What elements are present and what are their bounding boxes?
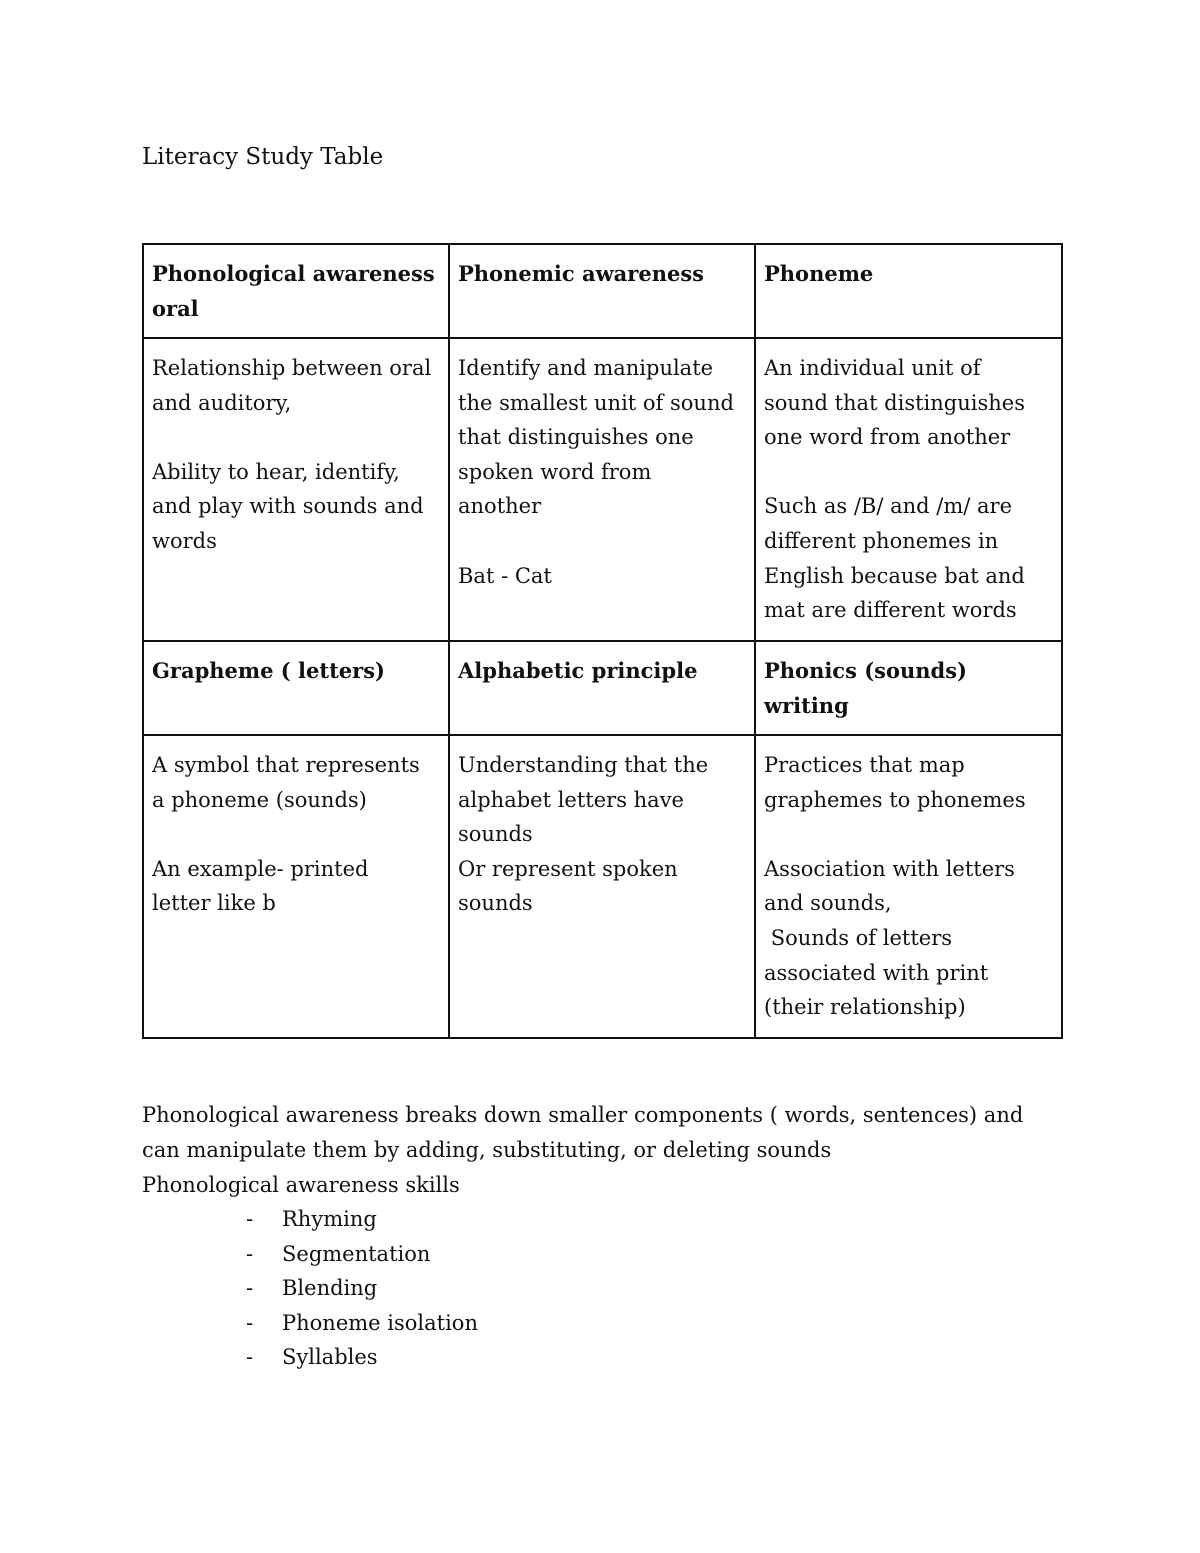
cell-line: Bat - Cat: [458, 563, 552, 588]
table-row: [143, 735, 1062, 1038]
paragraph-line: Phonological awareness breaks down smaller components ( words, sentences) and: [142, 1103, 1024, 1127]
cell-spacer: [764, 455, 1053, 490]
cell-line: words: [152, 528, 217, 553]
cell-spacer: [764, 817, 1053, 852]
cell-line: Phonemic awareness: [458, 261, 704, 286]
header-cell: [755, 641, 1062, 735]
table-header-row: [143, 244, 1062, 338]
cell-line: Understanding that the: [458, 753, 709, 777]
list-item: [246, 1202, 478, 1237]
list-item: [246, 1306, 478, 1341]
cell-line: that distinguishes one: [458, 425, 694, 450]
cell-line: Phoneme: [764, 261, 874, 286]
cell-line: An example- printed: [152, 856, 369, 881]
cell-line: Grapheme ( letters): [152, 658, 385, 683]
summary-paragraph: [142, 1098, 1062, 1203]
cell-line: mat are different words: [764, 598, 1017, 623]
cell-line: the smallest unit of sound: [458, 390, 734, 415]
cell-line: (their relationship): [764, 995, 966, 1020]
cell-line: graphemes to phonemes: [764, 787, 1026, 812]
cell-line: Such as /B/ and /m/ are: [764, 494, 1012, 519]
header-cell: [449, 641, 755, 735]
cell-line: one word from another: [764, 425, 1011, 450]
skill-label: Phoneme isolation: [282, 1310, 478, 1335]
table-cell: [449, 338, 755, 641]
paragraph-line: can manipulate them by adding, substituting, or deleting sounds: [142, 1138, 832, 1162]
cell-line: Identify and manipulate: [458, 356, 714, 380]
cell-line: Association with letters: [764, 856, 1015, 881]
cell-line: Sounds of letters: [764, 925, 953, 950]
skills-list: [246, 1202, 478, 1375]
document-title: Literacy Study Table: [142, 144, 384, 170]
list-item: [246, 1237, 478, 1272]
skill-label: Rhyming: [282, 1207, 377, 1231]
table-cell: [449, 735, 755, 1038]
bullet-dash: -: [246, 1207, 254, 1231]
literacy-study-table: [142, 243, 1063, 1039]
cell-line: Phonological awareness: [152, 261, 435, 286]
table-cell: [755, 338, 1062, 641]
cell-line: oral: [152, 295, 199, 321]
bullet-dash: -: [246, 1345, 254, 1370]
cell-line: and auditory,: [152, 390, 292, 415]
cell-line: different phonemes in: [764, 528, 999, 553]
cell-spacer: [152, 420, 440, 455]
cell-line: writing: [764, 692, 849, 718]
skill-label: Syllables: [282, 1345, 378, 1370]
header-cell: [449, 244, 755, 338]
skill-label: Blending: [282, 1276, 378, 1301]
cell-line: Relationship between oral: [152, 356, 432, 380]
cell-line: and play with sounds and: [152, 494, 424, 519]
paragraph-line: Phonological awareness skills: [142, 1173, 460, 1197]
table-cell: [143, 338, 449, 641]
cell-line: letter like b: [152, 891, 276, 916]
cell-line: another: [458, 494, 542, 519]
cell-line: sounds: [458, 891, 533, 916]
cell-line: Or represent spoken: [458, 856, 678, 881]
header-cell: [143, 244, 449, 338]
cell-line: A symbol that represents: [152, 753, 420, 777]
cell-spacer: [152, 817, 440, 852]
list-item: [246, 1340, 478, 1375]
cell-line: An individual unit of: [764, 356, 981, 380]
cell-line: and sounds,: [764, 891, 892, 916]
cell-line: sounds: [458, 822, 533, 847]
cell-line: spoken word from: [458, 459, 652, 484]
bullet-dash: -: [246, 1276, 254, 1301]
bullet-dash: -: [246, 1310, 254, 1335]
header-cell: [143, 641, 449, 735]
cell-line: Practices that map: [764, 753, 965, 777]
list-item: [246, 1271, 478, 1306]
table-header-row: [143, 641, 1062, 735]
table-cell: [755, 735, 1062, 1038]
header-cell: [755, 244, 1062, 338]
cell-line: Ability to hear, identify,: [152, 459, 400, 484]
cell-spacer: [458, 524, 746, 559]
cell-line: a phoneme (sounds): [152, 787, 367, 812]
cell-line: associated with print: [764, 960, 989, 985]
bullet-dash: -: [246, 1241, 254, 1266]
cell-line: sound that distinguishes: [764, 390, 1025, 415]
cell-line: Phonics (sounds): [764, 658, 967, 683]
table-row: [143, 338, 1062, 641]
skill-label: Segmentation: [282, 1241, 431, 1266]
table-cell: [143, 735, 449, 1038]
cell-line: alphabet letters have: [458, 787, 684, 812]
cell-line: English because bat and: [764, 563, 1025, 588]
cell-line: Alphabetic principle: [458, 658, 698, 683]
